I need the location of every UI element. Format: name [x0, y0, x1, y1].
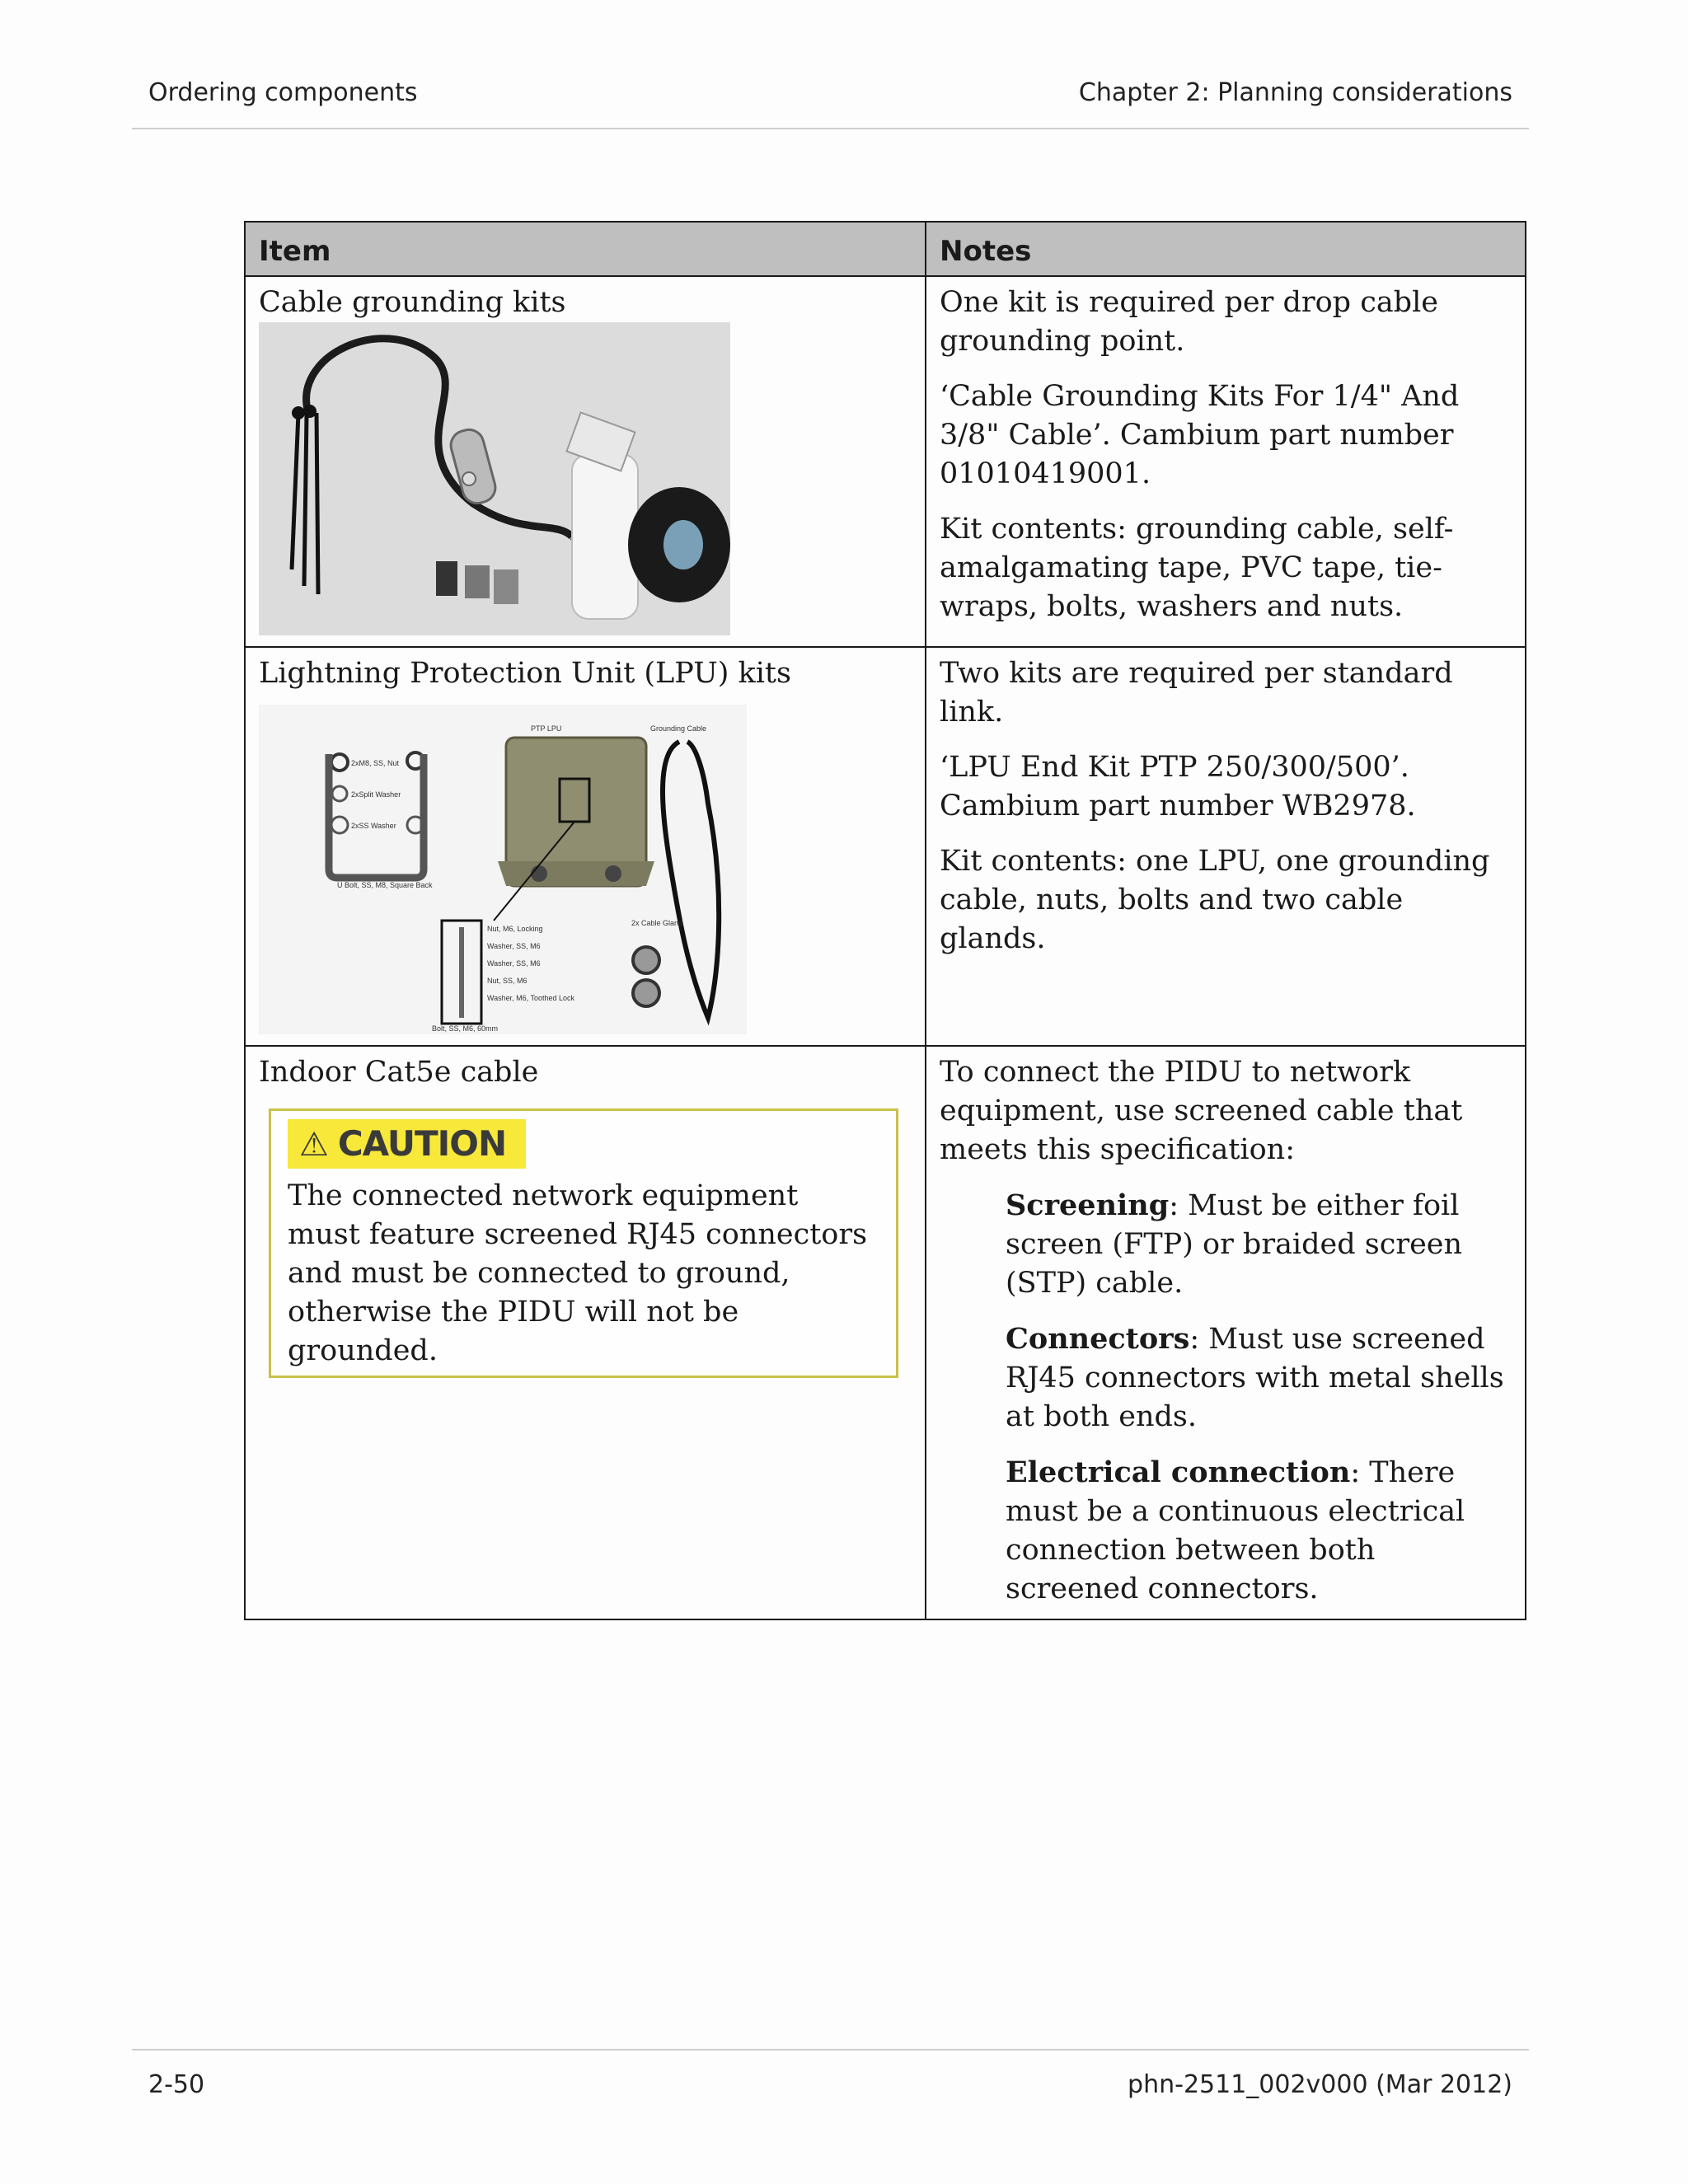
- item-cell: [245, 1046, 926, 1619]
- lpu-label-washer-2: Washer, SS, M6: [487, 959, 541, 968]
- lpu-label-nut: 2xM8, SS, Nut: [351, 759, 400, 767]
- lpu-label-grounding-cable: Grounding Cable: [650, 724, 707, 733]
- notes-cell: [926, 647, 1526, 1046]
- note-paragraph: Two kits are required per standard link.: [940, 657, 1453, 729]
- document-id: phn-2511_002v000 (Mar 2012): [1128, 2070, 1512, 2099]
- item-name: Cable grounding kits: [259, 286, 566, 319]
- table-row: [245, 647, 1526, 1046]
- header-chapter-title: Chapter 2: Planning considerations: [1078, 78, 1512, 107]
- note-paragraph: ‘LPU End Kit PTP 250/300/500’. Cambium part number WB2978.: [940, 751, 1416, 823]
- spec-text: : Must use screened RJ45 connectors with metal shells at both ends.: [1006, 1323, 1504, 1433]
- components-table: [244, 221, 1526, 1620]
- spec-item: [1006, 1453, 1512, 1609]
- item-cell: [245, 276, 926, 647]
- caution-label: [288, 1119, 526, 1169]
- lpu-kit-photo: [259, 705, 747, 1034]
- spec-text: : There must be a continuous electrical connection between both screened connectors.: [1006, 1456, 1465, 1605]
- item-name: Lightning Protection Unit (LPU) kits: [259, 657, 791, 690]
- cable-grounding-kit-photo: [259, 322, 730, 635]
- lpu-label-ss-nut: Nut, SS, M6: [487, 977, 528, 985]
- table-row: [245, 1046, 1526, 1619]
- header-section-title: Ordering components: [148, 78, 418, 107]
- lpu-label-split-washer: 2xSplit Washer: [351, 790, 401, 799]
- column-header-notes: Notes: [926, 222, 1526, 276]
- lpu-label-cable-gland: 2x Cable Gland: [631, 919, 683, 927]
- item-cell: [245, 647, 926, 1046]
- table-row: [245, 276, 1526, 647]
- spec-item: [1006, 1319, 1512, 1436]
- page-footer: [132, 2049, 1529, 2100]
- table-header-row: [245, 222, 1526, 276]
- note-paragraph: Kit contents: grounding cable, self-amalgamating tape, PVC tape, tie-wraps, bolts, washers and nuts.: [940, 513, 1454, 623]
- lpu-label-toothed-washer: Washer, M6, Toothed Lock: [487, 994, 575, 1002]
- note-paragraph: To connect the PIDU to network equipment, use screened cable that meets this specification:: [940, 1056, 1463, 1166]
- note-paragraph: ‘Cable Grounding Kits For 1/4" And 3/8" Cable’. Cambium part number 01010419001.: [940, 380, 1460, 490]
- page-number: 2-50: [148, 2070, 205, 2099]
- note-paragraph: One kit is required per drop cable grounding point.: [940, 286, 1438, 358]
- column-header-item: Item: [245, 222, 926, 276]
- notes-cell: [926, 276, 1526, 647]
- spec-term: Screening: [1006, 1188, 1170, 1222]
- spec-item: [1006, 1186, 1512, 1303]
- lpu-label-bolt: Bolt, SS, M6, 60mm: [432, 1024, 499, 1033]
- notes-cell: [926, 1046, 1526, 1619]
- lpu-label-unit: PTP LPU: [531, 724, 562, 733]
- lpu-label-ss-washer: 2xSS Washer: [351, 822, 396, 830]
- caution-box: [269, 1108, 898, 1378]
- caution-label-text: CAUTION: [337, 1123, 507, 1164]
- lpu-label-u-bolt: U Bolt, SS, M8, Square Back: [337, 881, 433, 889]
- spec-text: : Must be either foil screen (FTP) or braided screen (STP) cable.: [1006, 1189, 1463, 1300]
- item-name: Indoor Cat5e cable: [259, 1056, 539, 1089]
- note-paragraph: Kit contents: one LPU, one grounding cable, nuts, bolts and two cable glands.: [940, 845, 1490, 955]
- caution-text: The connected network equipment must feature screened RJ45 connectors and must be connected to ground, otherwise the PIDU will not be grounded.: [288, 1179, 868, 1367]
- spec-term: Connectors: [1006, 1322, 1190, 1356]
- lpu-label-locking-nut: Nut, M6, Locking: [487, 925, 543, 933]
- warning-triangle-icon: ⚠: [299, 1126, 328, 1164]
- page-header: [132, 78, 1529, 129]
- lpu-label-washer-1: Washer, SS, M6: [487, 942, 541, 950]
- spec-term: Electrical connection: [1006, 1455, 1351, 1489]
